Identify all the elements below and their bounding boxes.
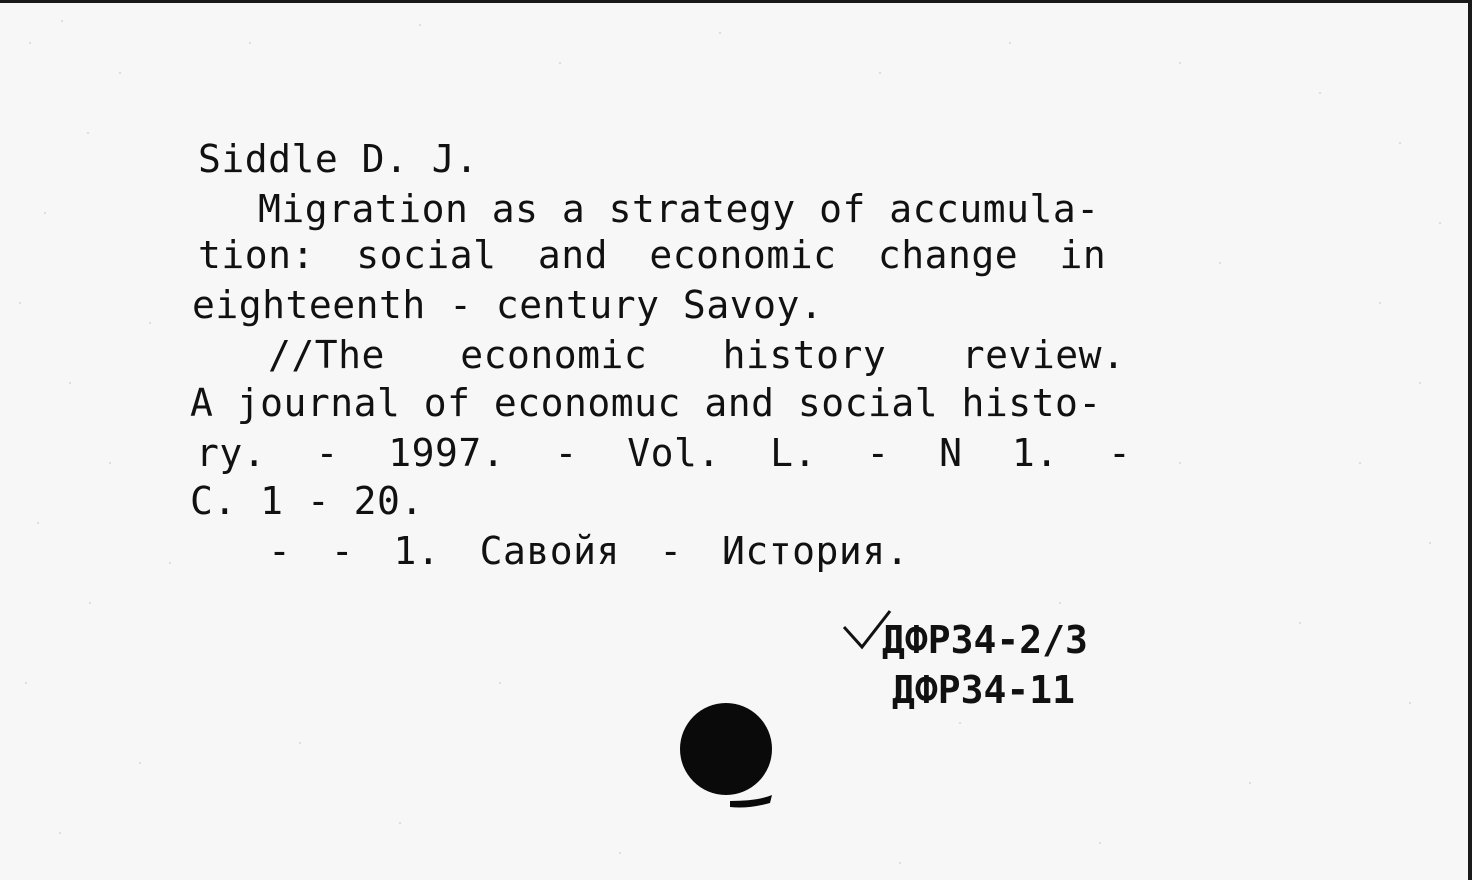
subject-heading: - - 1. Савойя - История. [268,529,910,573]
author-line: Siddle D. J. [198,137,479,181]
source-line-4: C. 1 - 20. [190,479,424,523]
shelf-mark-2: ДФР34-11 [892,668,1076,712]
punch-hole [678,703,774,809]
shelf-mark-1: ДФР34-2/3 [882,618,1088,662]
title-line-1-text: Migration as a strategy of accumula- [258,187,1100,231]
source-line-3: ry. - 1997. - Vol. L. - N 1. - [196,431,1132,475]
title-line-1 [258,187,1126,231]
title-line-3: eighteenth - century Savoy. [192,283,824,327]
title-line-2: tion: social and economic change in [198,233,1107,277]
source-line-2: A journal of economuc and social histo- [190,381,1102,425]
source-line-1: //The economic history review. [268,333,1126,377]
